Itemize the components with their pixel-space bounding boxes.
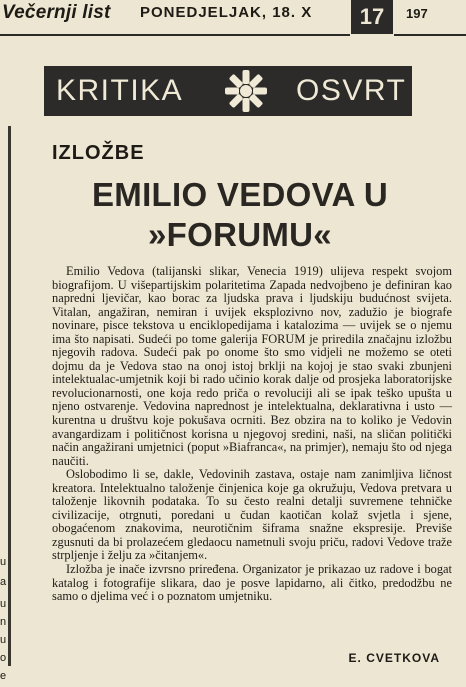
section-label: IZLOŽBE bbox=[52, 142, 145, 164]
column-rule bbox=[8, 126, 11, 666]
headline-line-1: EMILIO VEDOVA U bbox=[91, 176, 389, 213]
masthead bbox=[0, 0, 466, 36]
article-paragraph: Izložba je inače izvrsno priređena. Organizator je prikazao uz radove i bogat katalog i fotografije slikara, dao je posve lapidarno, ali čitko, predodžbu ne samo o djelima već i o poznatom umjetniku. bbox=[52, 562, 452, 604]
section-banner bbox=[44, 66, 412, 116]
banner-right-text: OSVRT bbox=[296, 74, 407, 107]
adjacent-column-fragment: e bbox=[0, 670, 7, 682]
adjacent-column-fragment: u bbox=[0, 556, 7, 568]
article-body bbox=[52, 265, 452, 604]
banner-left-text: KRITIKA bbox=[56, 74, 184, 107]
paper-name: Večernji list bbox=[2, 2, 111, 23]
article-paragraph: Oslobodimo li se, dakle, Vedovinih zastava, ostaje nam zanimljiva ličnost kreatora. Intelektualno taloženje činjenica koje ga okružuju, Vedova pretvara u taloženje likovnih podataka. To su često realni detalji suvremene tehničke civilizacije, otrgnuti, poredani u čudan kaotičan kolaž svjetla i sjene, obogaćenom znakovima, neurotičnim šiframa snažne ekspresije. Previše zgusnuti da bi prolazećem gledaocu nametnuli svoju priču, radovi Vedove traže strpljenje i želju za »čitanjem«. bbox=[52, 467, 452, 563]
adjacent-column-fragment: a bbox=[0, 576, 7, 588]
adjacent-column-fragment: u bbox=[0, 598, 7, 610]
article-paragraph: Emilio Vedova (talijanski slikar, Venecia 1919) ulijeva respekt svojom biografijom. U višepartijskim polaritetima Zapada nedvojbeno je definiran kao napredni ljevičar, kao borac za ljudska prava i ljudskiju budućnost svijeta. Vitalan, angažiran, nemiran i uvijek eksplozivno nov, zadužio je biografe novinare, pisce tekstova u enciklopedijama i katalozima — uvijek se o njemu ima što napisati. Sudeći po tome galerija FORUM je priredila značajnu izložbu njegovih radova. Sudeći pak po onome što smo vidjeli ne možemo se oteti dojmu da je Vedova stao na onoj istoj brklji na kojoj je stao svaki zbunjeni intelektualac-umjetnik koji bi rado učinio korak dalje od prosjeka laboratorijske revolucionarnosti, one koja redo priča o revoluciji ali se ipak teško upušta u njeno ostvarenje. Vedovina naprednost je intelektualna, deklarativna i usto — kurentna u društvu koje pokušava ocrniti. Bez obzira na to koliko je Vedovin avangardizam i političnost korisna u njegovoj sredini, naši, na sličan politički način angažirani umjetnici (poput »Biafranca«, na primjer), nemaju što od njega naučiti. bbox=[52, 264, 452, 468]
header-rule-right bbox=[394, 34, 466, 36]
page-number: 17 bbox=[351, 0, 393, 34]
adjacent-column-fragment: o bbox=[0, 652, 7, 664]
issue-year: 197 bbox=[406, 6, 428, 21]
issue-date: PONEDJELJAK, 18. X bbox=[140, 4, 313, 21]
adjacent-column-fragment: u bbox=[0, 634, 7, 646]
adjacent-column-fragment: n bbox=[0, 616, 7, 628]
star-icon bbox=[218, 68, 274, 114]
header-rule bbox=[0, 34, 350, 36]
author-signature: E. CVETKOVA bbox=[348, 651, 440, 665]
headline-line-2: »FORUMU« bbox=[148, 216, 332, 253]
